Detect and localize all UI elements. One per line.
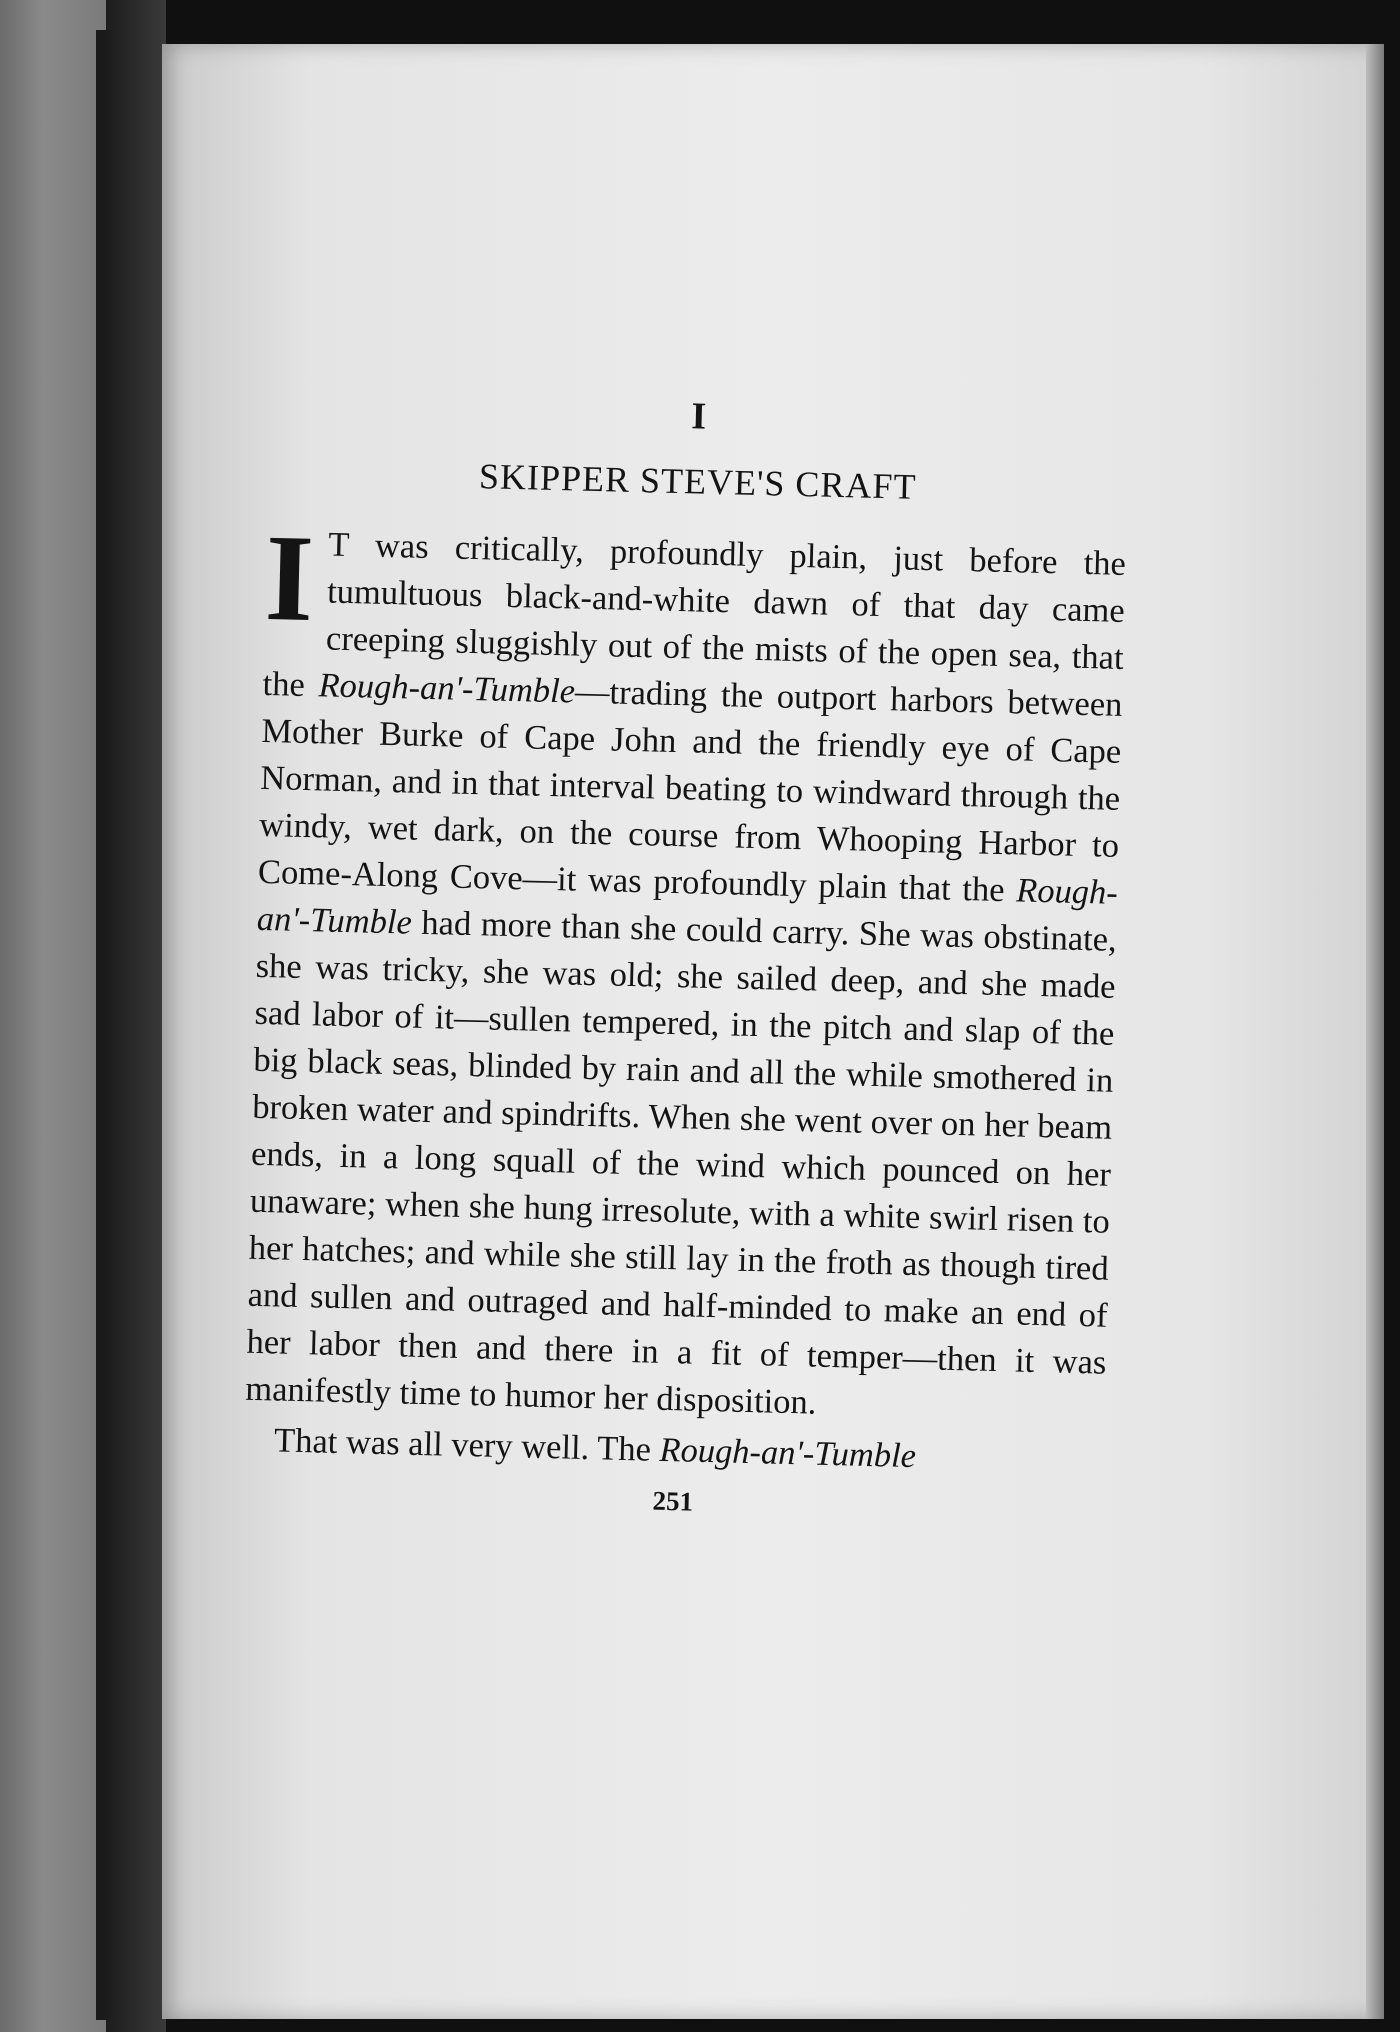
paragraph-1-text-part-2: —trading the outport harbors between Mother Burke of Cape John and the friendly eye of Cape Norman, and in that interval beating to windward through the windy, wet dark, on the course from Whooping Harbor to Come-Along Cove—it was profoundly plain that the — [257, 672, 1123, 910]
chapter-number: I — [690, 395, 708, 438]
book-page — [162, 44, 1384, 2019]
drop-cap: I — [263, 508, 316, 648]
page-text-block — [243, 384, 1130, 1528]
paragraph-1-first-letter: T — [327, 525, 350, 564]
ship-name: Rough-an'-Tumble — [659, 1430, 917, 1476]
left-page-shadow — [96, 30, 106, 2020]
page-number: 251 — [652, 1485, 694, 1517]
paragraph-2-text: That was all very well. The — [273, 1421, 660, 1469]
book-gutter — [106, 0, 166, 2032]
chapter-title: SKIPPER STEVE'S CRAFT — [478, 456, 917, 507]
ship-name: Rough-an'-Tumble — [256, 871, 1119, 942]
paragraph-1 — [244, 508, 1127, 1434]
ship-name: Rough-an'-Tumble — [318, 666, 576, 711]
page-right-edge — [1366, 44, 1384, 2019]
paragraph-1-text-part-3: had more than she could carry. She was obstinate, she was tricky, she was old; she sailed deep, and she made sad labor of it—sullen tempered, in the pitch and slap of the big black seas, blinded by rain and all the while smothered in broken water and spindrifts. When she went over on her beam ends, in a long squall of the wind which pounced on her unaware; when she hung irresolute, with a white swirl risen to her hatches; and while she still lay in the froth as though tired and sullen and outraged and half-minded to make an end of her labor then and there in a fit of temper—then it was manifestly time to humor her disposition. — [244, 903, 1118, 1422]
left-page-edge — [0, 0, 108, 2032]
paragraph-1-text-part-1: was critically, profoundly plain, just before the tumultuous black-and-white dawn of that day came creeping sluggishly out of the mists of the open sea, that the — [262, 525, 1127, 705]
